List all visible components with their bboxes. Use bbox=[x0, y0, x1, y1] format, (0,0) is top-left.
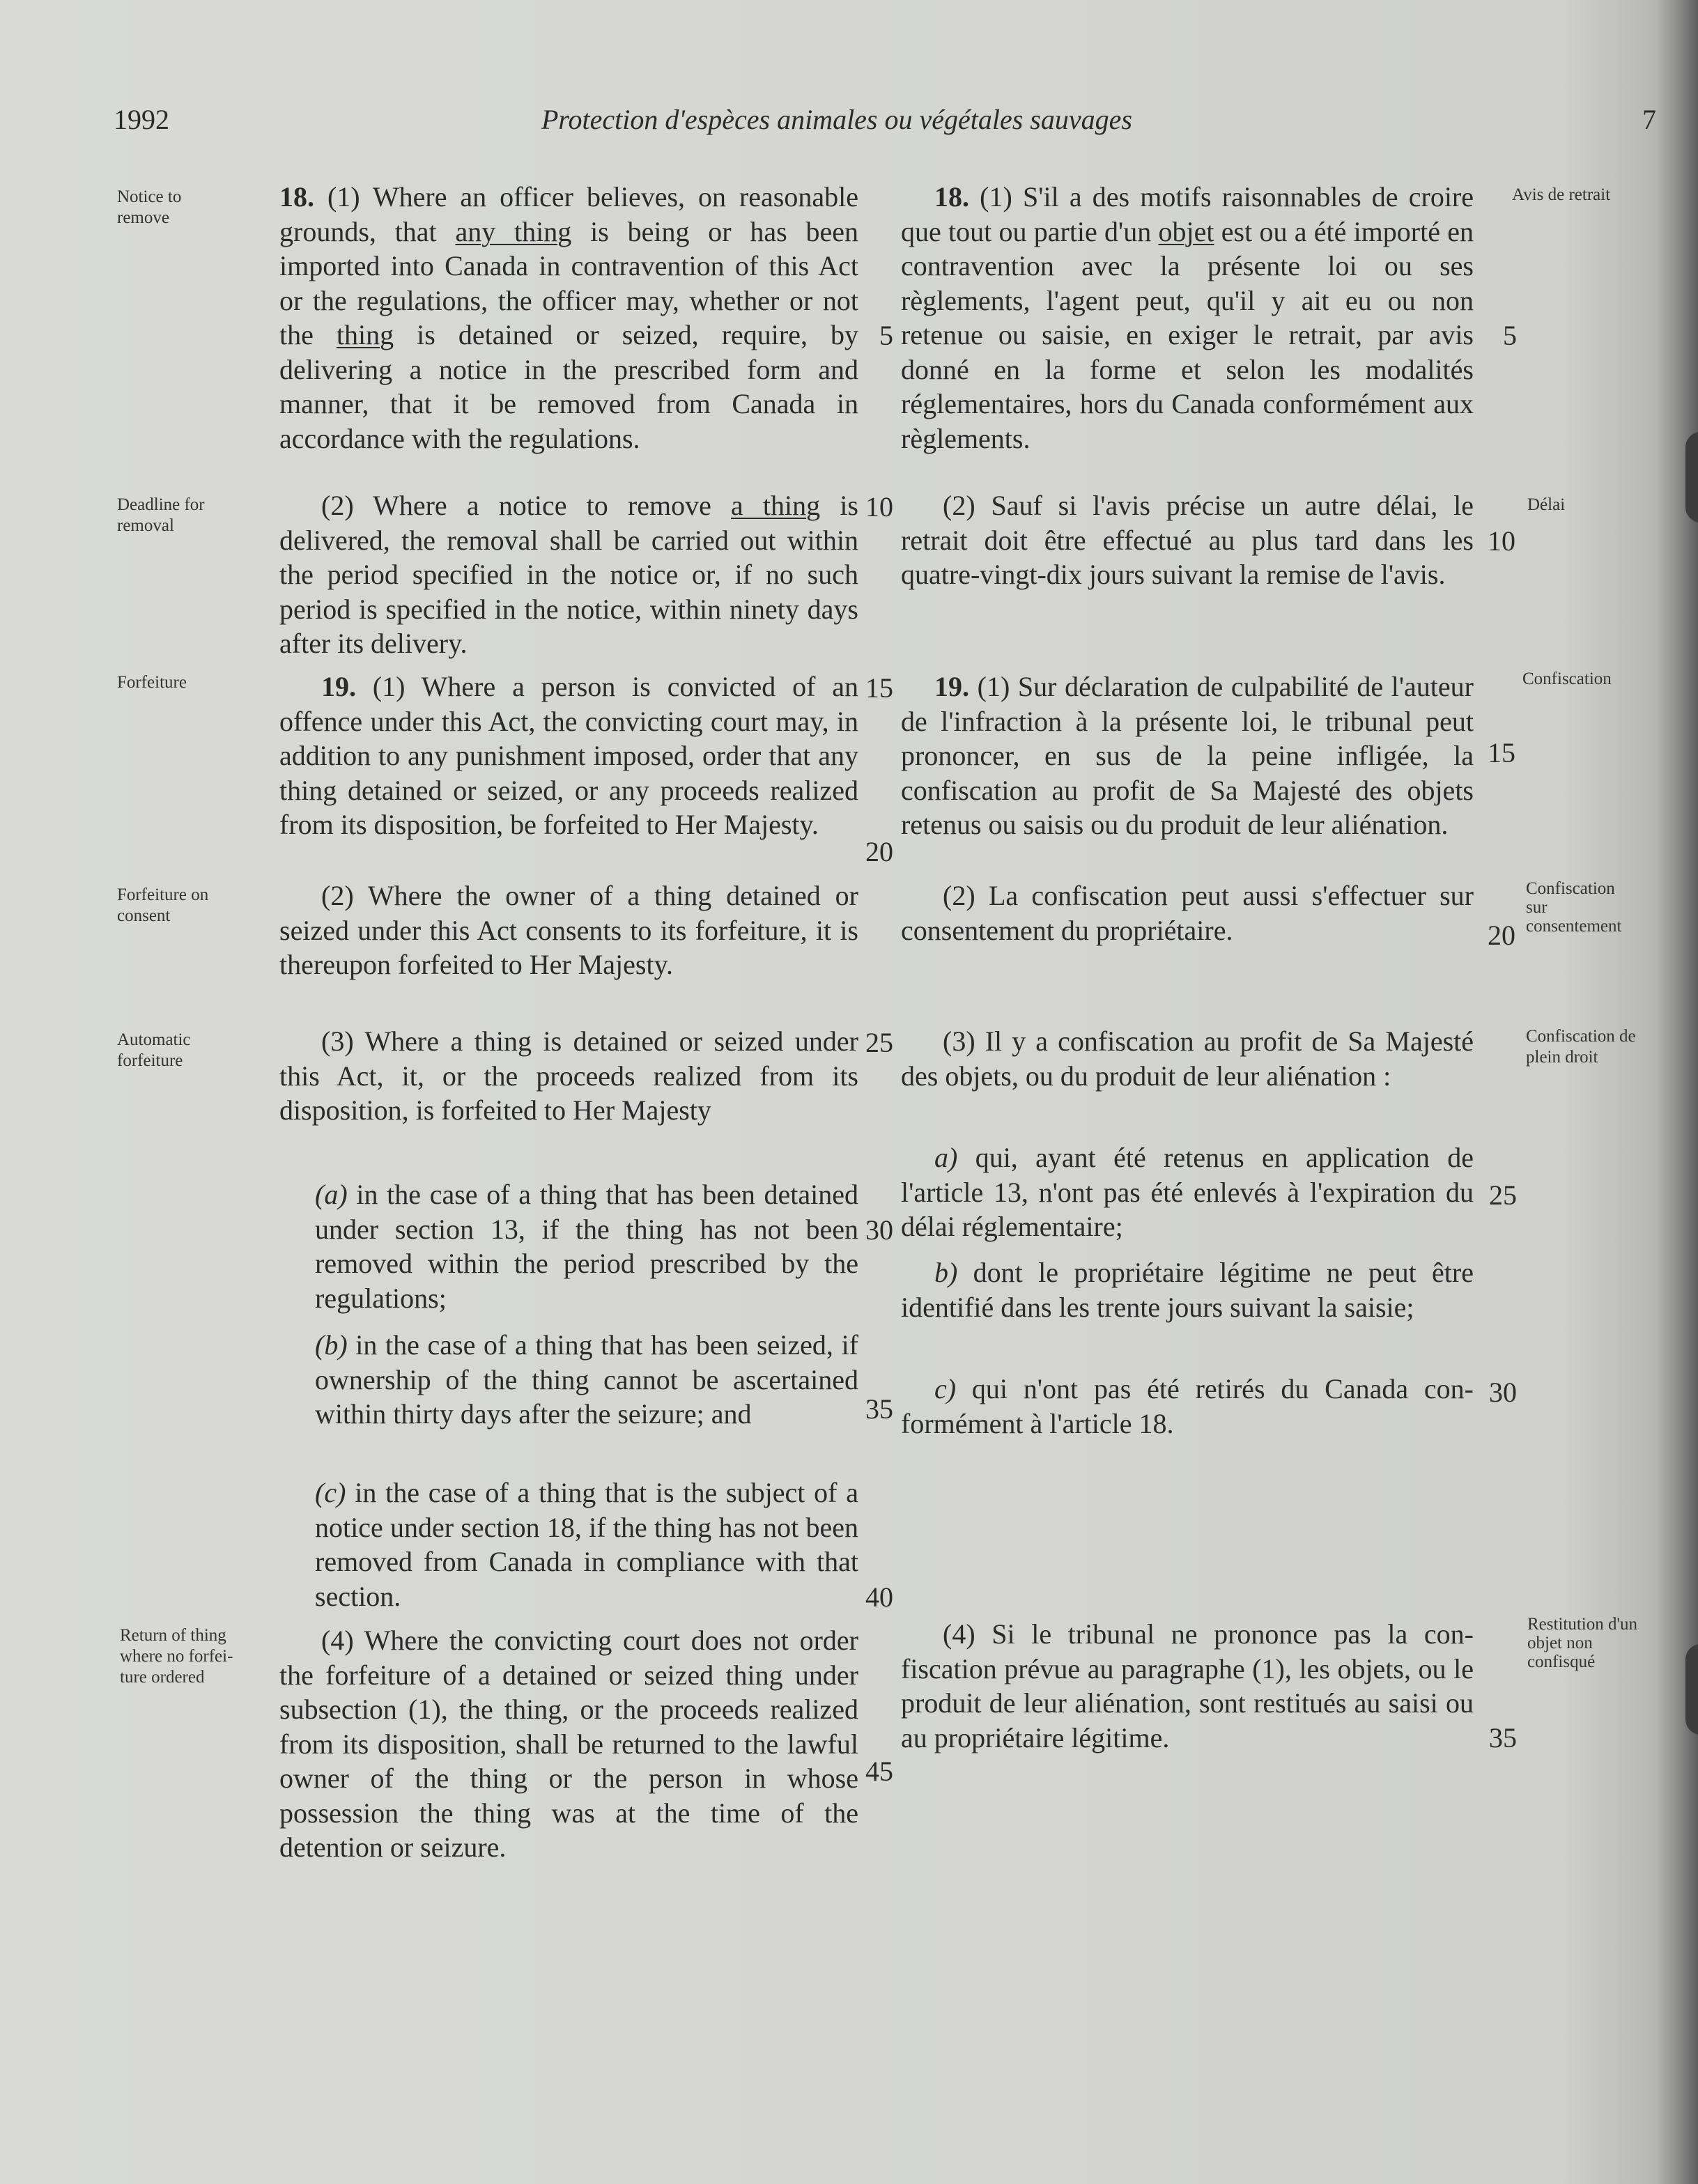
paragraph-text: in the case of a thing that has been seized, if ownership of the thing cannot be ascertained within thirty days after the seizure; and bbox=[315, 1329, 858, 1430]
marginal-note-delai bbox=[1527, 495, 1565, 516]
paragraph-text: is being or has been imported into Canada in contravention of this Act or the regulations, the officer may, whether or not the bbox=[279, 215, 858, 350]
paragraph-text: (1) Where an officer believes, on reasonable grounds, that bbox=[279, 181, 858, 247]
line-number: 5 bbox=[1503, 320, 1517, 351]
marginal-note-line: Confiscation de bbox=[1526, 1027, 1636, 1046]
binder-hole bbox=[1685, 432, 1698, 522]
en-section-18-2 bbox=[279, 488, 858, 661]
marginal-note-line: plein droit bbox=[1526, 1048, 1598, 1067]
paragraph-text: (1) Where a person is convicted of an offence under this Act, the convicting court may, in addition to any punishment imposed, order that any thing detained or seized, or any proceeds realized from its disposition, be forfeited to Her Majesty. bbox=[279, 671, 858, 840]
paragraph-text: in the case of a thing that has been detained under section 13, if the thing has not been removed within the period prescribed by the regulations; bbox=[315, 1179, 858, 1314]
item-label: (c) bbox=[315, 1477, 346, 1508]
line-number: 25 bbox=[865, 1027, 893, 1058]
marginal-note-return-of-thing bbox=[120, 1625, 233, 1688]
page-number: 7 bbox=[1642, 104, 1656, 135]
marginal-note-line: Confiscation bbox=[1522, 669, 1612, 688]
header-title: Protection d'espèces animales ou végétales sauvages bbox=[541, 104, 1132, 135]
line-number: 25 bbox=[1489, 1179, 1517, 1211]
underlined-text: any thing bbox=[455, 215, 572, 247]
marginal-note-line: Deadline for bbox=[117, 495, 205, 514]
item-label: a) bbox=[934, 1142, 958, 1173]
marginal-note-restitution bbox=[1527, 1615, 1637, 1671]
line-number: 10 bbox=[865, 491, 893, 522]
line-number: 35 bbox=[865, 1393, 893, 1425]
marginal-note-line: Délai bbox=[1527, 495, 1566, 514]
fr-section-19-1 bbox=[901, 669, 1474, 842]
marginal-note-line: objet non bbox=[1527, 1634, 1593, 1652]
en-section-19-3: (3) Where a thing is detained or seized under this Act, it, or the proceeds realized from its disposition, is forfeited to Her Majesty bbox=[279, 1025, 858, 1126]
fr-section-19-2: (2) La confiscation peut aussi s'effectuer sur consentement du propriétaire. bbox=[901, 880, 1474, 946]
line-number: 15 bbox=[865, 672, 893, 704]
section-number: 19. bbox=[934, 671, 969, 702]
en-section-19-3-c bbox=[315, 1476, 858, 1613]
line-number: 40 bbox=[865, 1581, 893, 1613]
fr-section-18-1 bbox=[901, 180, 1474, 456]
marginal-note-line: Return of thing bbox=[120, 1626, 226, 1645]
paragraph-text: (1) Sur déclaration de culpabilité de l'auteur de l'infraction à la présente loi, le tribunal peut prononcer, en sus de la peine infligée, la confiscation au profit de Sa Majesté des objets retenus ou saisis ou du produit de leur aliénation. bbox=[901, 671, 1474, 840]
marginal-note-line: confisqué bbox=[1527, 1652, 1596, 1671]
underlined-text: thing bbox=[336, 319, 394, 350]
marginal-note-automatic-forfeiture bbox=[117, 1030, 191, 1071]
binding-shadow bbox=[1656, 0, 1698, 2184]
line-number: 5 bbox=[879, 320, 893, 351]
en-section-19-3-a bbox=[315, 1177, 858, 1315]
line-number: 30 bbox=[865, 1214, 893, 1246]
item-label: (a) bbox=[315, 1179, 348, 1210]
line-number: 20 bbox=[865, 836, 893, 867]
marginal-note-line: Confiscation bbox=[1526, 879, 1615, 898]
paragraph-text: (2) Where a notice to remove bbox=[321, 490, 732, 521]
header-year: 1992 bbox=[114, 104, 169, 135]
item-label: (b) bbox=[315, 1329, 348, 1361]
marginal-note-line: Automatic bbox=[117, 1030, 191, 1049]
line-number: 20 bbox=[1488, 920, 1515, 951]
marginal-note-line: consentement bbox=[1526, 917, 1622, 936]
en-section-19-4: (4) Where the convicting court does not order the forfeiture of a detained or seized thing under subsection (1), the thing, or the proceeds realized from its disposition, shall be returned to the lawful owner of the thing or the person in whose possession the thing was at the time of the detention or seizure. bbox=[279, 1625, 858, 1863]
line-number: 35 bbox=[1489, 1722, 1517, 1753]
paragraph-text: dont le propriétaire légitime ne peut être identifié dans les trente jours suivant la saisie; bbox=[901, 1257, 1474, 1323]
marginal-note-confiscation bbox=[1522, 669, 1612, 690]
underlined-text: objet bbox=[1158, 215, 1214, 247]
fr-section-19-3-c bbox=[901, 1372, 1474, 1441]
marginal-note-confiscation-sur-consentement bbox=[1526, 879, 1621, 936]
line-number: 10 bbox=[1488, 525, 1515, 557]
paragraph-text: in the case of a thing that is the subject of a notice under section 18, if the thing has not been removed from Canada in compliance with that section. bbox=[315, 1477, 858, 1612]
marginal-note-notice-to-remove bbox=[117, 187, 181, 229]
paragraph-text: is delivered, the removal shall be carried out within the period specified in the notice or, if no such period is specified in the notice, within ninety days after its delivery. bbox=[279, 490, 858, 659]
paragraph-text: est ou a été importé en contravention avec la présente loi ou ses règlements, l'agent peut, qu'il y ait eu ou non retenue ou saisie, en exiger le retrait, par avis donné en la forme et selon les modalités réglementaires, hors du Canada conformément aux règlements. bbox=[901, 215, 1474, 454]
paragraph-text: (1) S'il a des motifs raisonnables de croire que tout ou partie d'un bbox=[901, 181, 1474, 247]
en-section-19-2: (2) Where the owner of a thing detained or seized under this Act consents to its forfeiture, it is thereupon forfeited to Her Majesty. bbox=[279, 880, 858, 980]
line-number: 30 bbox=[1489, 1377, 1517, 1408]
paragraph-text: qui n'ont pas été retirés du Canada conformément à l'article 18. bbox=[901, 1373, 1474, 1439]
en-section-19-1 bbox=[279, 669, 858, 842]
section-number: 19. bbox=[321, 671, 356, 702]
marginal-note-line: Notice to bbox=[117, 187, 182, 206]
marginal-note-line: Avis de retrait bbox=[1512, 185, 1611, 204]
item-label: b) bbox=[934, 1257, 958, 1288]
marginal-note-avis-de-retrait bbox=[1512, 185, 1610, 206]
marginal-note-line: Forfeiture on bbox=[117, 885, 209, 904]
marginal-note-forfeiture-on-consent bbox=[117, 885, 208, 927]
marginal-note-forfeiture bbox=[117, 672, 187, 693]
marginal-note-line: where no forfei- bbox=[120, 1647, 233, 1666]
fr-section-19-3-a bbox=[901, 1140, 1474, 1244]
marginal-note-line: consent bbox=[117, 906, 171, 925]
section-number: 18. bbox=[934, 181, 969, 212]
marginal-note-line: forfeiture bbox=[117, 1051, 183, 1070]
binder-hole bbox=[1685, 1644, 1698, 1735]
fr-section-18-2: (2) Sauf si l'avis précise un autre délai, le retrait doit être effectué au plus tard dans les quatre-vingt-dix jours suivant la remise de l'avis. bbox=[901, 490, 1474, 590]
marginal-note-line: remove bbox=[117, 208, 169, 227]
line-number: 45 bbox=[865, 1756, 893, 1787]
fr-section-19-3-b bbox=[901, 1255, 1474, 1324]
line-number: 15 bbox=[1488, 737, 1515, 768]
paragraph-text: qui, ayant été retenus en application de l'article 13, n'ont pas été enlevés à l'expiration du délai réglementaire; bbox=[901, 1142, 1474, 1242]
item-label: c) bbox=[934, 1373, 957, 1404]
marginal-note-line: removal bbox=[117, 516, 174, 535]
marginal-note-line: ture ordered bbox=[120, 1668, 205, 1687]
paragraph-text: is detained or seized, require, by delivering a notice in the prescribed form and manner, that it be removed from Canada in accordance with the regulations. bbox=[279, 319, 858, 454]
fr-section-19-3: (3) Il y a confiscation au profit de Sa Majesté des objets, ou du produit de leur aliénation : bbox=[901, 1025, 1474, 1092]
marginal-note-line: Forfeiture bbox=[117, 673, 187, 692]
underlined-text: a thing bbox=[731, 490, 821, 521]
fr-section-19-4: (4) Si le tribunal ne prononce pas la confiscation prévue au paragraphe (1), les objets, ou le produit de leur aliénation, sont restitués au saisi ou au propriétaire légitime. bbox=[901, 1618, 1474, 1753]
marginal-note-line: sur bbox=[1526, 898, 1548, 917]
marginal-note-line: Restitution d'un bbox=[1527, 1615, 1637, 1634]
section-number: 18. bbox=[279, 181, 314, 212]
en-section-19-3-b bbox=[315, 1328, 858, 1432]
marginal-note-deadline-for-removal bbox=[117, 495, 205, 536]
en-section-18-1 bbox=[279, 180, 858, 456]
marginal-note-confiscation-de-plein-droit bbox=[1526, 1026, 1636, 1068]
